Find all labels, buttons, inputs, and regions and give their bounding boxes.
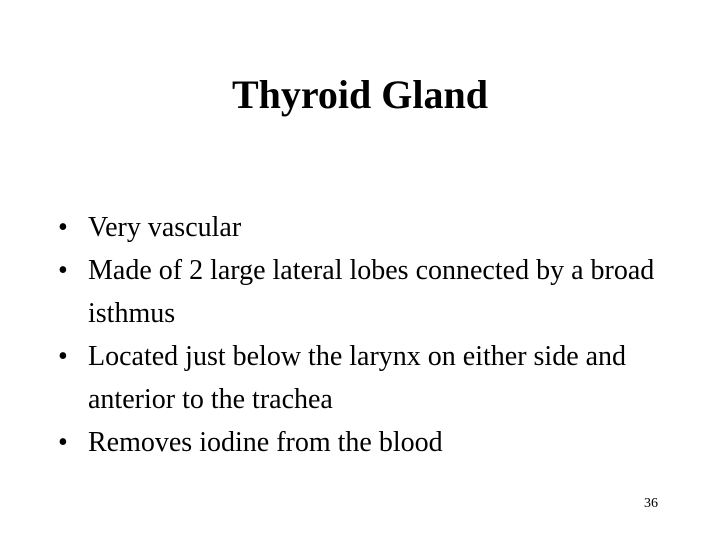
bullet-list [56, 206, 676, 464]
bullet-dot-icon: • [58, 255, 68, 286]
bullet-text: Very vascular [88, 212, 242, 243]
bullet-dot-icon: • [58, 341, 68, 372]
bullet-item [56, 421, 676, 464]
bullet-text: Made of 2 large lateral lobes connected by a broad isthmus [88, 255, 655, 329]
bullet-item [56, 335, 676, 421]
bullet-item [56, 206, 676, 249]
bullet-text: Removes iodine from the blood [88, 427, 443, 458]
bullet-text: Located just below the larynx on either side and anterior to the trachea [88, 341, 627, 415]
bullet-dot-icon: • [58, 427, 68, 458]
slide-number: 36 [644, 496, 658, 511]
bullet-item [56, 249, 676, 335]
bullet-dot-icon: • [58, 212, 68, 243]
slide-title: Thyroid Gland [231, 72, 489, 117]
